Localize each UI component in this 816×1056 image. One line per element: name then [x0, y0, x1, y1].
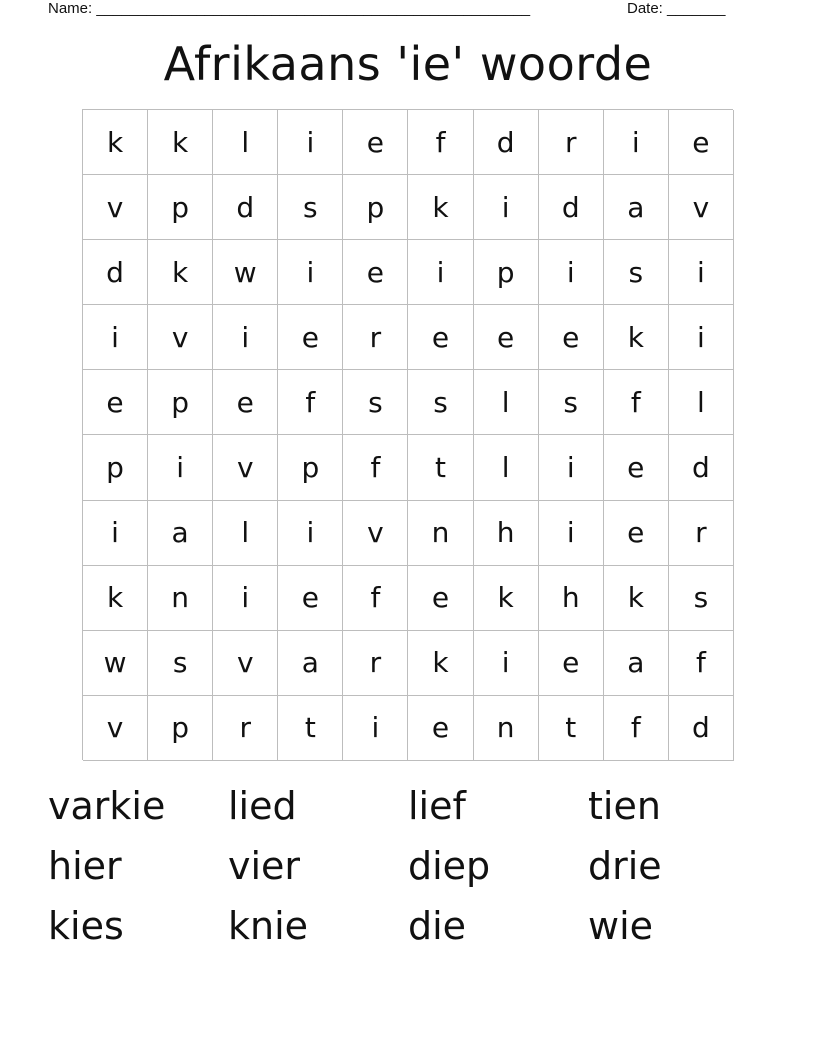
word-bank-item: varkie	[48, 784, 166, 828]
grid-cell: p	[343, 175, 408, 240]
grid-cell: e	[278, 305, 343, 370]
grid-cell: t	[539, 696, 604, 761]
grid-cell: i	[343, 696, 408, 761]
grid-cell: f	[343, 435, 408, 500]
grid-cell: i	[278, 110, 343, 175]
grid-cell: i	[539, 435, 604, 500]
word-bank-item: hier	[48, 844, 122, 888]
grid-cell: e	[604, 435, 669, 500]
grid-cell: e	[343, 240, 408, 305]
grid-cell: t	[278, 696, 343, 761]
grid-cell: e	[669, 110, 734, 175]
grid-cell: f	[604, 370, 669, 435]
grid-cell: d	[669, 435, 734, 500]
grid-cell: v	[343, 501, 408, 566]
grid-cell: e	[213, 370, 278, 435]
grid-cell: e	[604, 501, 669, 566]
grid-cell: l	[474, 370, 539, 435]
grid-cell: r	[669, 501, 734, 566]
word-bank-item: tien	[588, 784, 661, 828]
grid-cell: d	[83, 240, 148, 305]
grid-cell: e	[83, 370, 148, 435]
grid-cell: i	[408, 240, 473, 305]
grid-cell: e	[408, 696, 473, 761]
grid-cell: w	[83, 631, 148, 696]
word-search-grid	[82, 109, 733, 760]
grid-cell: s	[148, 631, 213, 696]
grid-cell: a	[604, 631, 669, 696]
grid-cell: w	[213, 240, 278, 305]
grid-cell: h	[539, 566, 604, 631]
grid-cell: l	[474, 435, 539, 500]
word-bank-item: vier	[228, 844, 301, 888]
grid-cell: p	[148, 370, 213, 435]
grid-cell: i	[83, 305, 148, 370]
grid-cell: i	[604, 110, 669, 175]
word-bank-item: lied	[228, 784, 297, 828]
grid-cell: h	[474, 501, 539, 566]
grid-cell: v	[669, 175, 734, 240]
grid-cell: p	[148, 175, 213, 240]
grid-cell: i	[278, 501, 343, 566]
grid-cell: f	[408, 110, 473, 175]
word-bank-item: lief	[408, 784, 466, 828]
grid-cell: r	[213, 696, 278, 761]
grid-cell: e	[278, 566, 343, 631]
grid-cell: v	[213, 631, 278, 696]
grid-cell: e	[474, 305, 539, 370]
grid-cell: d	[213, 175, 278, 240]
grid-cell: k	[604, 566, 669, 631]
grid-cell: p	[148, 696, 213, 761]
word-bank-item: die	[408, 904, 467, 948]
grid-cell: i	[669, 240, 734, 305]
grid-cell: s	[539, 370, 604, 435]
word-bank-item: knie	[228, 904, 309, 948]
grid-cell: r	[343, 305, 408, 370]
grid-cell: i	[213, 305, 278, 370]
grid-cell: f	[604, 696, 669, 761]
grid-cell: k	[408, 631, 473, 696]
grid-cell: p	[278, 435, 343, 500]
page-title: Afrikaans 'ie' woorde	[163, 37, 653, 91]
grid-cell: i	[539, 240, 604, 305]
grid-cell: i	[474, 631, 539, 696]
grid-cell: l	[213, 501, 278, 566]
grid-cell: e	[408, 305, 473, 370]
grid-cell: d	[539, 175, 604, 240]
grid-cell: n	[148, 566, 213, 631]
grid-cell: e	[539, 631, 604, 696]
grid-cell: k	[83, 566, 148, 631]
grid-cell: i	[213, 566, 278, 631]
grid-cell: l	[669, 370, 734, 435]
grid-cell: a	[148, 501, 213, 566]
grid-cell: s	[343, 370, 408, 435]
grid-cell: i	[83, 501, 148, 566]
grid-cell: i	[474, 175, 539, 240]
grid-cell: p	[474, 240, 539, 305]
grid-cell: i	[539, 501, 604, 566]
grid-cell: a	[604, 175, 669, 240]
grid-cell: s	[669, 566, 734, 631]
grid-cell: k	[83, 110, 148, 175]
grid-cell: f	[343, 566, 408, 631]
grid-cell: s	[604, 240, 669, 305]
word-bank-item: kies	[48, 904, 124, 948]
grid-cell: i	[278, 240, 343, 305]
grid-cell: f	[669, 631, 734, 696]
name-field: Name: ____________________________________________________	[48, 0, 531, 17]
grid-cell: f	[278, 370, 343, 435]
grid-cell: r	[343, 631, 408, 696]
grid-cell: k	[408, 175, 473, 240]
grid-cell: i	[669, 305, 734, 370]
grid-cell: e	[539, 305, 604, 370]
grid-cell: v	[83, 696, 148, 761]
grid-cell: p	[83, 435, 148, 500]
grid-cell: n	[408, 501, 473, 566]
word-bank-item: diep	[408, 844, 491, 888]
grid-cell: a	[278, 631, 343, 696]
grid-cell: l	[213, 110, 278, 175]
grid-cell: d	[474, 110, 539, 175]
worksheet-header	[0, 0, 816, 20]
grid-cell: d	[669, 696, 734, 761]
grid-cell: t	[408, 435, 473, 500]
grid-cell: s	[408, 370, 473, 435]
grid-cell: v	[148, 305, 213, 370]
grid-cell: v	[83, 175, 148, 240]
grid-cell: r	[539, 110, 604, 175]
grid-cell: k	[604, 305, 669, 370]
date-field: Date: _______	[627, 0, 726, 17]
grid-cell: s	[278, 175, 343, 240]
grid-cell: e	[343, 110, 408, 175]
word-bank-item: drie	[588, 844, 662, 888]
grid-cell: k	[474, 566, 539, 631]
word-bank	[48, 776, 768, 956]
word-bank-item: wie	[588, 904, 654, 948]
grid-cell: v	[213, 435, 278, 500]
grid-cell: k	[148, 110, 213, 175]
grid-cell: e	[408, 566, 473, 631]
grid-cell: i	[148, 435, 213, 500]
grid-cell: k	[148, 240, 213, 305]
grid-cell: n	[474, 696, 539, 761]
